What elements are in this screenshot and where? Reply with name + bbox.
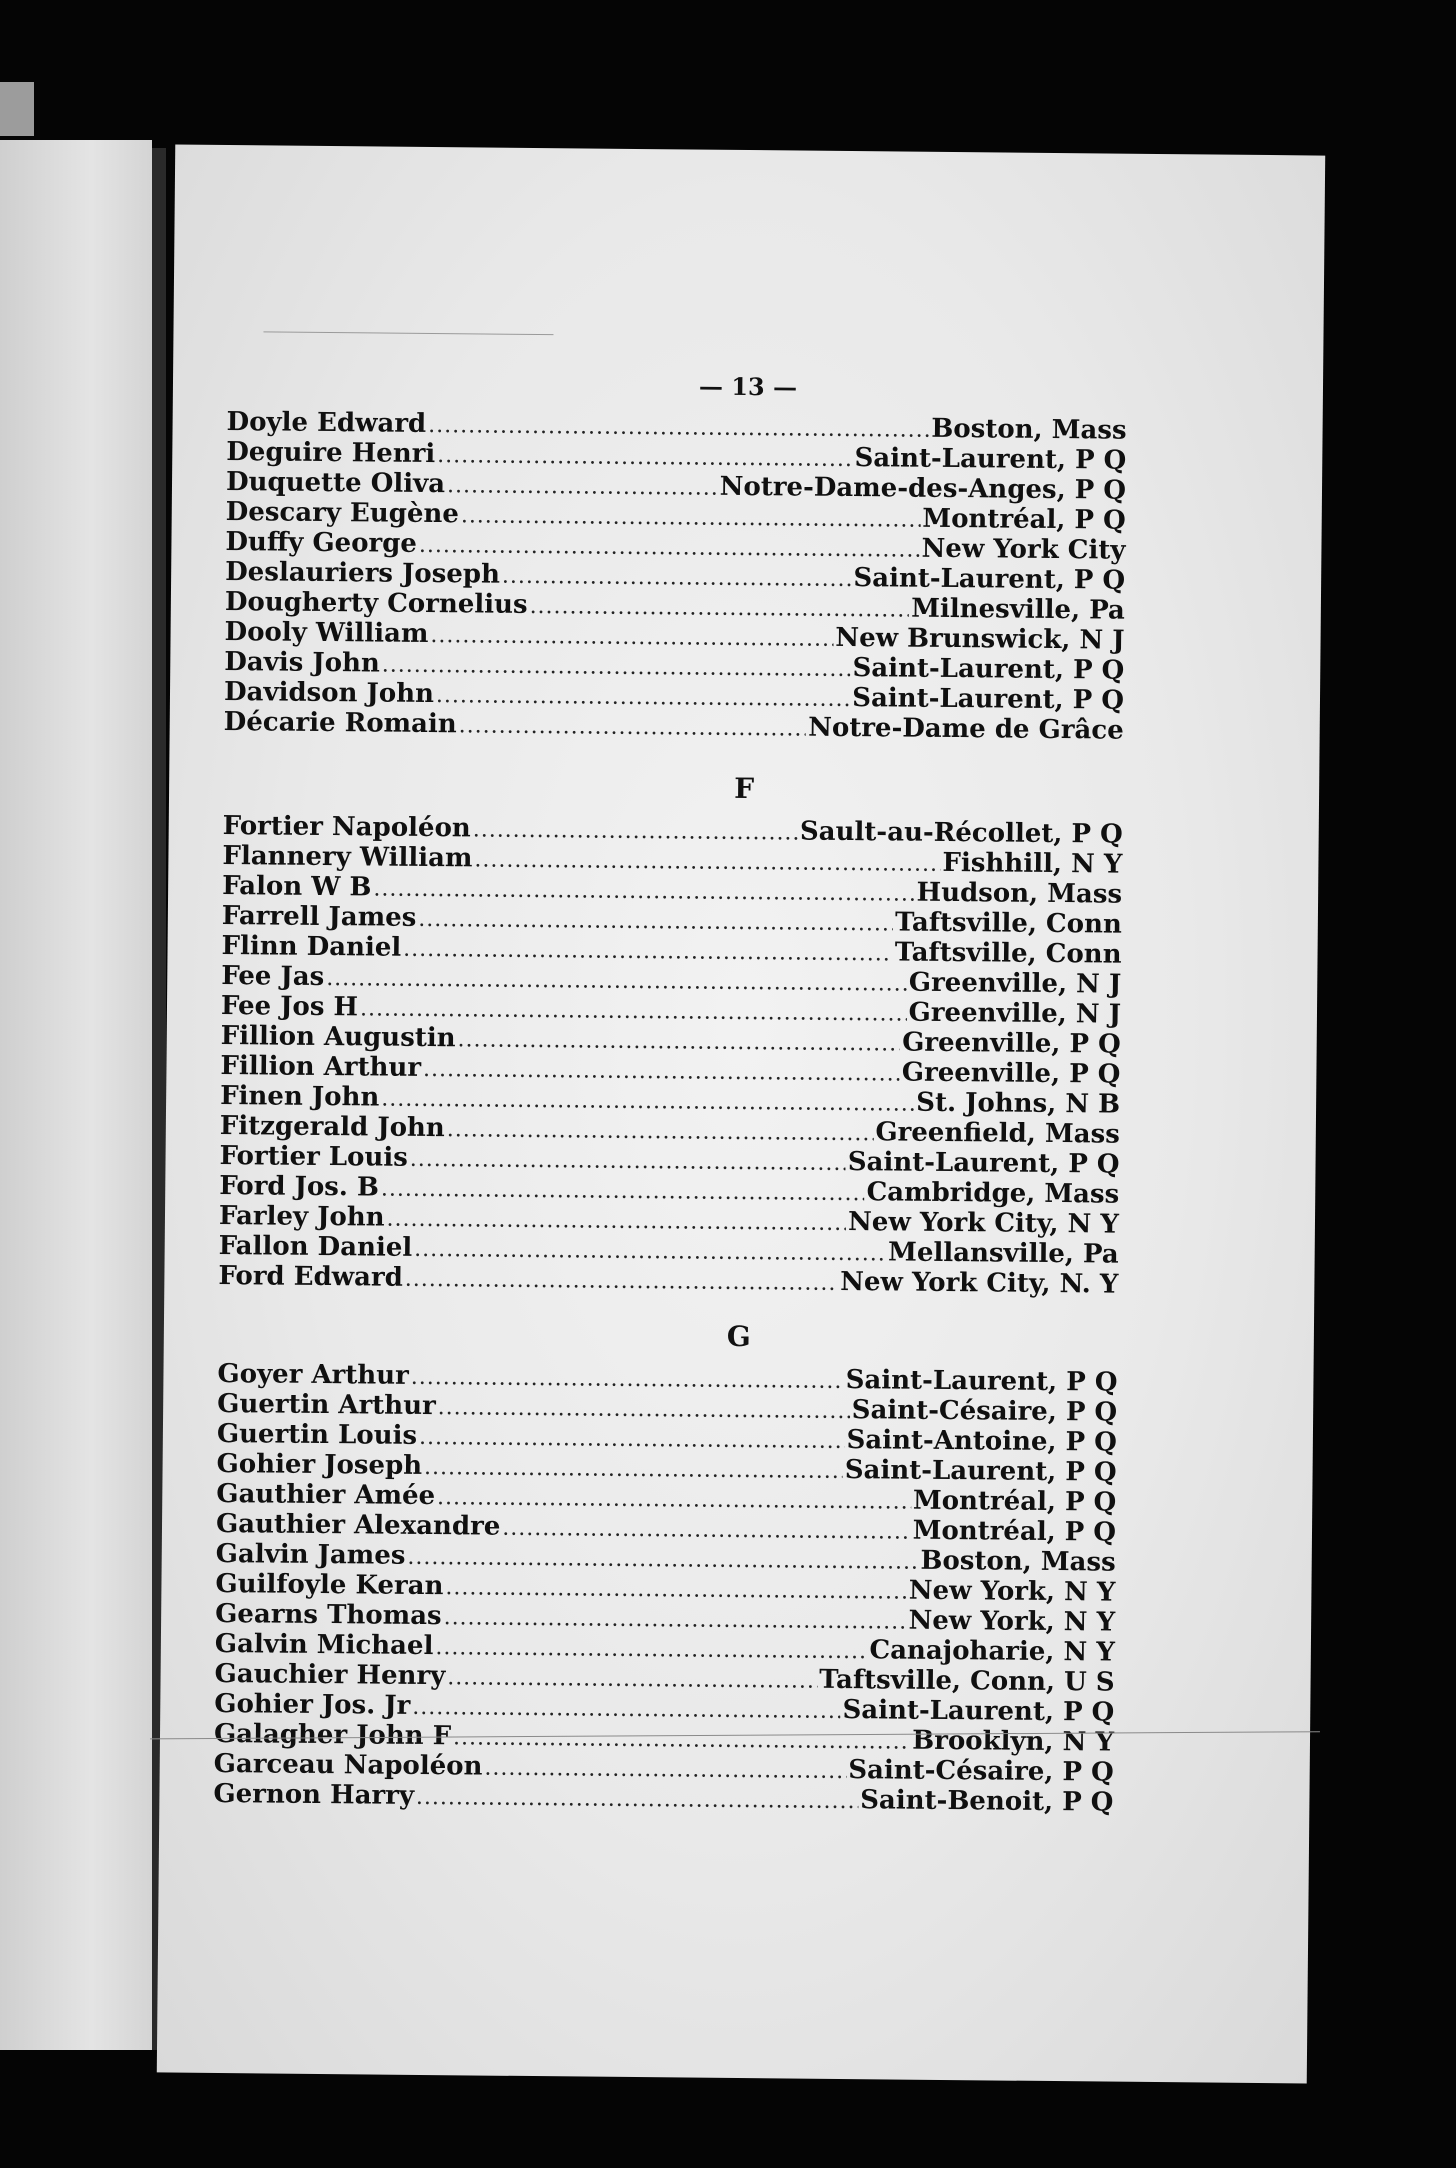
section-g <box>213 1359 1117 1818</box>
dot-leader <box>473 815 798 848</box>
entry-name: Guilfoyle Keran <box>215 1568 444 1602</box>
entry-place: Sault-au-Récollet, P Q <box>799 816 1123 850</box>
entry-name: Garceau Napoléon <box>213 1748 483 1782</box>
page-number: — 13 — <box>698 371 798 402</box>
dot-leader <box>437 441 853 475</box>
dot-leader <box>438 1393 850 1427</box>
entry-place: Greenville, P Q <box>902 1027 1121 1060</box>
entry-name: Gohier Jos. Jr <box>214 1688 411 1721</box>
dot-leader <box>412 1693 841 1727</box>
dot-leader <box>447 1663 817 1697</box>
entry-place: Montréal, P Q <box>912 1515 1117 1548</box>
entry-place: Brooklyn, N Y <box>912 1725 1115 1758</box>
entry-place: Saint-Laurent, P Q <box>842 1695 1115 1728</box>
section-letter-g: G <box>726 1319 751 1354</box>
dot-leader <box>484 1754 846 1787</box>
entry-name: Gauthier Alexandre <box>215 1508 501 1542</box>
entry-name: Davis John <box>224 647 380 679</box>
entry-place: Milnesville, Pa <box>911 593 1125 626</box>
entry-place: New York City <box>921 533 1126 566</box>
entry-place: Hudson, Mass <box>916 877 1123 910</box>
entry-name: Ford Edward <box>218 1260 403 1293</box>
entry-name: Farrell James <box>221 901 417 933</box>
dot-leader <box>447 471 718 504</box>
dot-leader <box>403 935 893 970</box>
entry-name: Fortier Louis <box>219 1140 409 1173</box>
entry-name: Gauthier Amée <box>216 1478 436 1512</box>
entry-place: Saint-Laurent, P Q <box>852 653 1125 686</box>
entry-name: Ford Jos. B <box>219 1170 380 1203</box>
dot-leader <box>381 1175 865 1210</box>
dot-leader <box>382 651 851 685</box>
dot-leader <box>416 1783 858 1817</box>
entry-place: Notre-Dame-des-Anges, P Q <box>719 471 1127 506</box>
dot-leader <box>459 711 807 744</box>
entry-place: Cambridge, Mass <box>866 1177 1120 1210</box>
dot-leader <box>453 1723 910 1757</box>
entry-place: Greenfield, Mass <box>875 1117 1120 1150</box>
entry-place: Taftsville, Conn <box>894 907 1122 940</box>
entry-name: Farley John <box>218 1200 385 1233</box>
entry-name: Galagher John F <box>213 1718 452 1752</box>
entry-name: Fillion Arthur <box>220 1051 422 1083</box>
dot-leader <box>428 411 929 446</box>
entry-place: Canajoharie, N Y <box>869 1635 1115 1668</box>
dot-leader <box>405 1265 839 1299</box>
dot-leader <box>474 845 940 879</box>
dot-leader <box>424 1453 843 1487</box>
dot-leader <box>419 1423 845 1457</box>
entry-name: Deguire Henri <box>226 437 436 470</box>
section-letter-f: F <box>734 771 755 806</box>
directory-page <box>157 145 1325 2084</box>
entry-place: Saint-Benoit, P Q <box>860 1785 1114 1818</box>
entry-place: Taftsville, Conn, U S <box>819 1664 1115 1698</box>
entry-place: Montréal, P Q <box>912 1485 1117 1518</box>
entry-name: Duffy George <box>225 527 418 559</box>
entry-name: Galvin Michael <box>214 1628 434 1662</box>
entry-place: Saint-Laurent, P Q <box>847 1147 1120 1180</box>
entry-place: Taftsville, Conn <box>894 937 1122 970</box>
entry-place: Boston, Mass <box>920 1545 1116 1578</box>
entry-name: Flinn Daniel <box>221 931 402 963</box>
entry-name: Dougherty Cornelius <box>224 587 528 620</box>
dot-leader <box>502 562 852 595</box>
dot-leader <box>411 1363 844 1397</box>
entry-place: Notre-Dame de Grâce <box>808 712 1124 746</box>
dot-leader <box>418 905 893 940</box>
entry-name: Fortier Napoléon <box>222 811 471 844</box>
entry-place: Saint-Antoine, P Q <box>846 1425 1118 1458</box>
entry-place: New York, N Y <box>908 1575 1116 1608</box>
entry-name: Gauchier Henry <box>214 1658 446 1692</box>
entry-name: Falon W B <box>222 871 372 903</box>
entry-name: Duquette Oliva <box>225 467 446 500</box>
entry-place: Saint-Laurent, P Q <box>853 563 1126 596</box>
entry-place: Saint-Césaire, P Q <box>851 1395 1118 1428</box>
dot-leader <box>443 1603 906 1637</box>
entry-place: Greenville, P Q <box>901 1057 1121 1090</box>
dot-leader <box>414 1235 886 1270</box>
dot-leader <box>447 1115 874 1149</box>
entry-name: Guertin Arthur <box>217 1388 436 1422</box>
entry-name: Dooly William <box>224 617 429 649</box>
entry-name: Fallon Daniel <box>218 1230 413 1263</box>
entry-place: New York, N Y <box>908 1605 1116 1638</box>
entry-place: Greenville, N J <box>908 967 1122 1000</box>
entry-place: Saint-Laurent, P Q <box>852 683 1125 716</box>
entry-place: Saint-Laurent, P Q <box>844 1455 1117 1488</box>
entry-name: Doyle Edward <box>226 407 427 439</box>
dot-leader <box>430 621 833 655</box>
entry-name: Fillion Augustin <box>220 1021 456 1054</box>
entry-name: Davidson John <box>223 677 435 710</box>
dot-leader <box>529 592 909 626</box>
dot-leader <box>410 1145 846 1179</box>
dot-leader <box>423 1055 900 1090</box>
dot-leader <box>445 1573 907 1607</box>
dot-leader <box>502 1514 911 1548</box>
entry-name: Descary Eugène <box>225 497 460 530</box>
left-page-tab <box>0 82 34 136</box>
section-f <box>218 811 1123 1300</box>
entry-name: Fitzgerald John <box>219 1110 445 1144</box>
dot-leader <box>407 1543 918 1578</box>
dot-leader <box>435 1633 867 1667</box>
entry-place: New York City, N Y <box>847 1207 1120 1240</box>
entry-name: Décarie Romain <box>223 707 457 740</box>
facing-page-edge <box>0 140 152 2050</box>
entry-place: Saint-Césaire, P Q <box>848 1755 1114 1788</box>
entry-name: Gernon Harry <box>213 1778 415 1811</box>
entry-place: Fishhill, N Y <box>942 847 1123 880</box>
entry-place: New York City, N. Y <box>840 1266 1119 1300</box>
section-d <box>224 407 1127 746</box>
dot-leader <box>457 1025 900 1059</box>
entry-place: New Brunswick, N J <box>835 622 1125 656</box>
entry-name: Fee Jos H <box>220 991 359 1023</box>
entry-name: Guertin Louis <box>216 1418 418 1451</box>
entry-name: Finen John <box>220 1081 380 1113</box>
entry-place: Mellansville, Pa <box>887 1237 1119 1270</box>
entry-place: Boston, Mass <box>931 413 1127 446</box>
faint-rule <box>263 331 553 335</box>
entry-place: Montréal, P Q <box>922 503 1126 536</box>
entry-name: Flannery William <box>222 841 473 874</box>
dot-leader <box>436 681 851 715</box>
entry-name: Gohier Joseph <box>216 1448 423 1481</box>
dot-leader <box>437 1483 911 1518</box>
dot-leader <box>461 501 921 535</box>
entry-place: Greenville, N J <box>908 997 1122 1030</box>
entry-place: St. Johns, N B <box>916 1087 1121 1120</box>
entry-name: Fee Jas <box>221 961 325 992</box>
entry-place: Saint-Laurent, P Q <box>845 1365 1118 1398</box>
entry-place: Saint-Laurent, P Q <box>854 443 1127 476</box>
entry-name: Deslauriers Joseph <box>225 557 501 590</box>
entry-name: Goyer Arthur <box>217 1358 409 1391</box>
entry-name: Galvin James <box>215 1538 406 1571</box>
entry-name: Gearns Thomas <box>215 1598 442 1632</box>
dot-leader <box>386 1205 846 1239</box>
